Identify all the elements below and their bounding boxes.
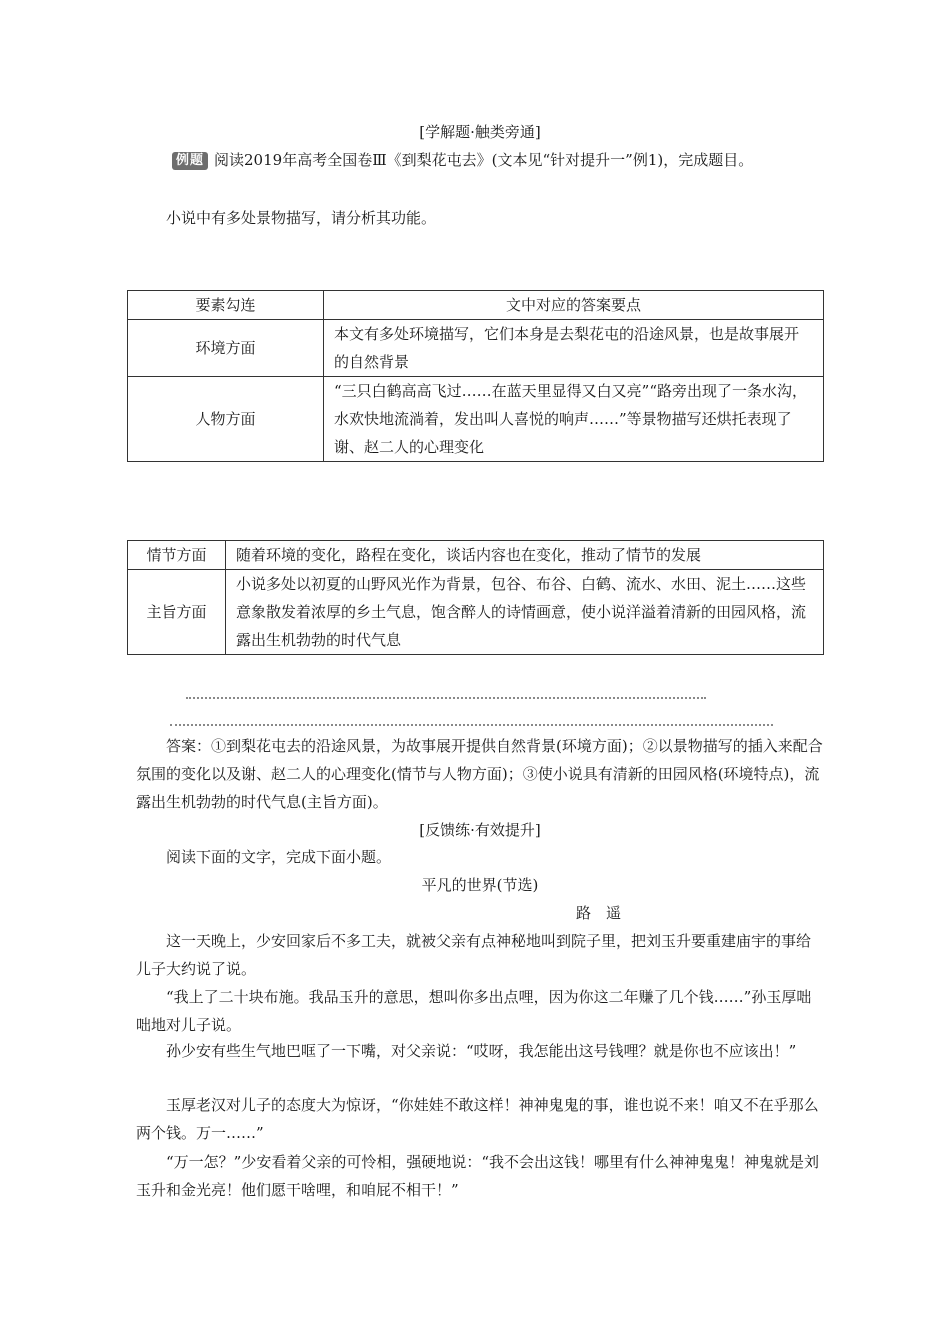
article-paragraph: 孙少安有些生气地巴哐了一下嘴，对父亲说：“哎呀，我怎能出这号钱哩？就是你也不应该出！”: [166, 1042, 797, 1060]
example-prompt: [172, 146, 824, 174]
table-header-row: [128, 291, 824, 320]
table-row: [128, 541, 824, 570]
table-header-cell: 文中对应的答案要点: [324, 291, 824, 320]
section-header-feedback: [反馈练·有效提升]: [419, 821, 541, 839]
dotted-divider: [186, 697, 706, 699]
article-paragraph: 这一天晚上，少安回家后不多工夫，就被父亲有点神秘地叫到院子里，把刘玉升要重建庙宇的事给儿子大约说了说。: [136, 932, 812, 978]
answer-text: 答案：①到梨花屯去的沿途风景，为故事展开提供自然背景(环境方面)；②以景物描写的插入来配合氛围的变化以及谢、赵二人的心理变化(情节与人物方面)；③使小说具有清新的田园风格(环境特点)，流露出生机勃勃的时代气息(主旨方面)。: [136, 737, 823, 811]
article-title: 平凡的世界(节选): [421, 876, 539, 894]
table-row: [128, 320, 824, 377]
table-header-cell: 要素勾连: [128, 291, 324, 320]
article-paragraph: 玉厚老汉对儿子的态度大为惊讶，“你娃娃不敢这样！神神鬼鬼的事，谁也说不来！咱又不在乎那么两个钱。万一……”: [136, 1096, 819, 1142]
example-text: 阅读2019年高考全国卷Ⅲ《到梨花屯去》(文本见“针对提升一”例1)，完成题目。: [214, 151, 754, 169]
instruction-text: 阅读下面的文字，完成下面小题。: [166, 848, 392, 866]
elements-table: [127, 290, 824, 462]
elements-table-continued: [127, 540, 824, 655]
article-author: 路 遥: [576, 904, 622, 922]
row-text: 本文有多处环境描写，它们本身是去梨花屯的沿途风景，也是故事展开的自然背景: [324, 320, 824, 377]
article-paragraph: “我上了二十块布施。我品玉升的意思，想叫你多出点哩，因为你这二年赚了几个钱……”孙玉厚咄咄地对儿子说。: [136, 988, 812, 1034]
row-label: 情节方面: [128, 541, 226, 570]
row-text: “三只白鹤高高飞过……在蓝天里显得又白又亮”“路旁出现了一条水沟，水欢快地流淌着，发出叫人喜悦的响声……”等景物描写还烘托表现了谢、赵二人的心理变化: [324, 377, 824, 462]
table-row: [128, 570, 824, 655]
row-label: 人物方面: [128, 377, 324, 462]
example-tag: 例题: [172, 152, 208, 170]
article-paragraph: “万一怎？”少安看着父亲的可怜相，强硬地说：“我不会出这钱！哪里有什么神神鬼鬼！神鬼就是刘玉升和金光亮！他们愿干啥哩，和咱屁不相干！”: [136, 1153, 820, 1199]
table-row: [128, 377, 824, 462]
row-label: 主旨方面: [128, 570, 226, 655]
section-header-learn: [学解题·触类旁通]: [419, 123, 541, 141]
example-question: 小说中有多处景物描写，请分析其功能。: [166, 209, 437, 227]
row-label: 环境方面: [128, 320, 324, 377]
row-text: 随着环境的变化，路程在变化，谈话内容也在变化，推动了情节的发展: [226, 541, 824, 570]
row-text: 小说多处以初夏的山野风光作为背景，包谷、布谷、白鹤、流水、水田、泥土……这些意象散发着浓厚的乡土气息，饱含醉人的诗情画意，使小说洋溢着清新的田园风格，流露出生机勃勃的时代气息: [226, 570, 824, 655]
dotted-divider: [170, 724, 773, 726]
